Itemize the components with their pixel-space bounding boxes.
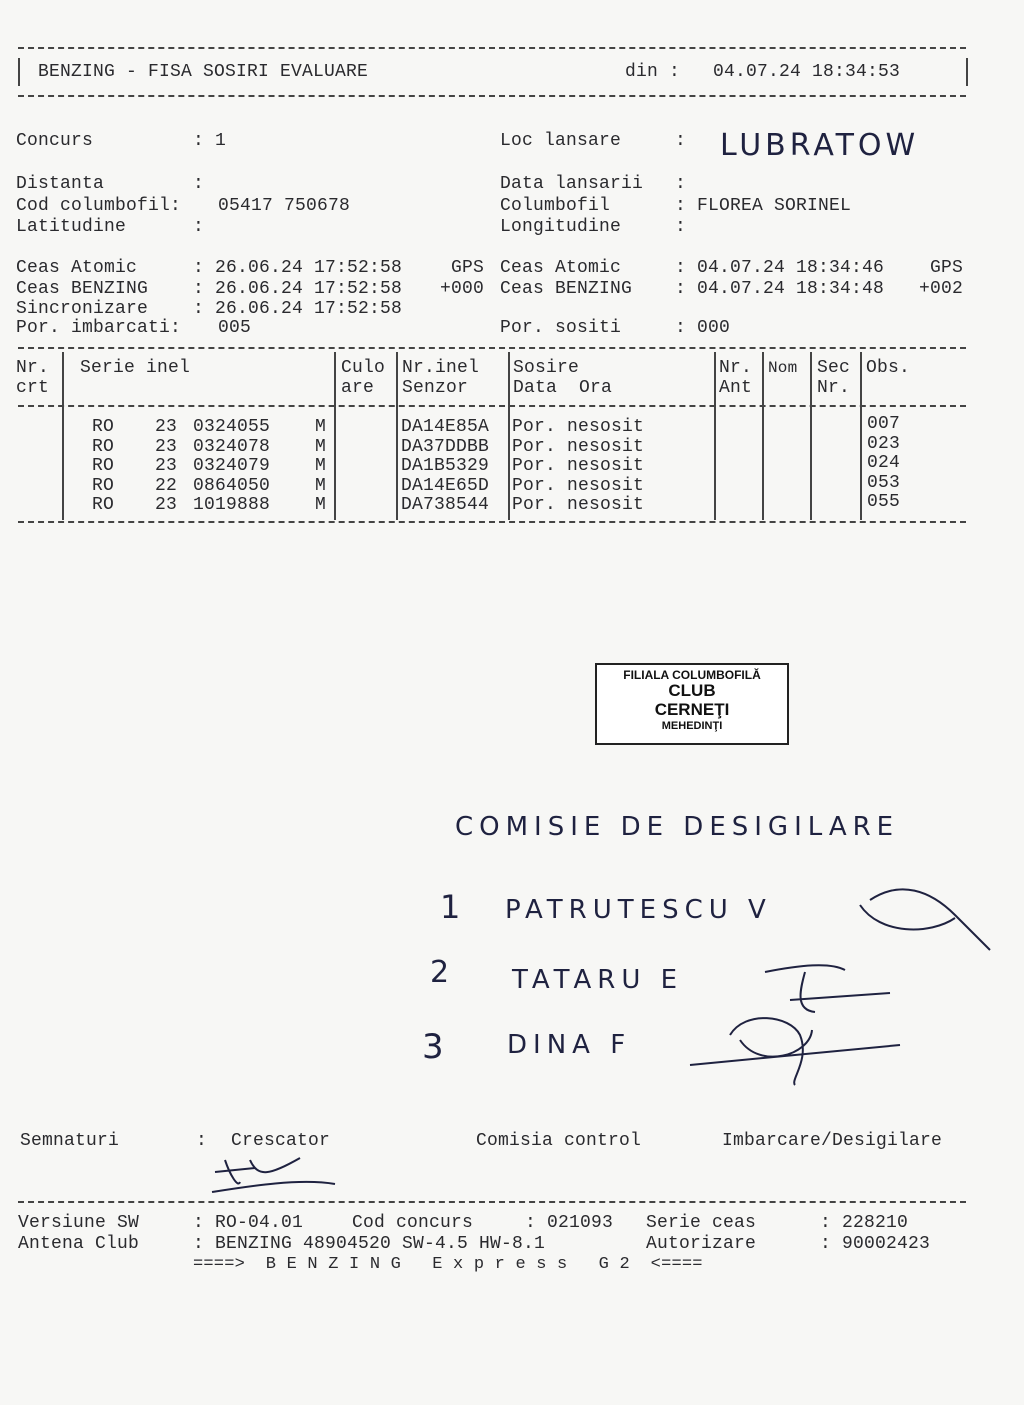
ceas-benzing-start-label: Ceas BENZING bbox=[16, 279, 149, 299]
row-arrival: Por. nesosit bbox=[512, 437, 645, 457]
versiune-value: : RO-04.01 bbox=[193, 1213, 304, 1233]
row-year: 22 bbox=[155, 476, 178, 496]
sincronizare-value: : 26.06.24 17:52:58 bbox=[193, 299, 403, 319]
antena-value: : BENZING 48904520 SW-4.5 HW-8.1 bbox=[193, 1234, 546, 1254]
semnaturi-sep: : bbox=[196, 1131, 208, 1151]
imbarcati-value: 005 bbox=[218, 318, 252, 338]
stamp-line-3: CERNEŢI bbox=[654, 699, 730, 719]
commission-title: COMISIE DE DESIGILARE bbox=[455, 812, 900, 842]
row-year: 23 bbox=[155, 417, 178, 437]
header-nr-inel-2: Senzor bbox=[402, 378, 469, 398]
commission-num-3: 3 bbox=[422, 1027, 450, 1067]
signature-member-3 bbox=[690, 1018, 900, 1085]
signature-member-1 bbox=[860, 889, 990, 950]
data-lansarii-label: Data lansarii bbox=[500, 174, 644, 194]
signature-crescator-label: Crescator bbox=[231, 1131, 331, 1151]
signature-comisia-label: Comisia control bbox=[476, 1131, 642, 1151]
row-country: RO bbox=[92, 417, 115, 437]
row-ring: 0324079 bbox=[193, 456, 271, 476]
row-ring: 0324055 bbox=[193, 417, 271, 437]
imbarcati-label: Por. imbarcati: bbox=[16, 318, 182, 338]
ceas-atomic-end-value: : 04.07.24 18:34:46 bbox=[675, 258, 885, 278]
row-sex: M bbox=[315, 476, 327, 496]
row-sensor: DA738544 bbox=[401, 495, 490, 515]
columbofil-label: Columbofil bbox=[500, 196, 611, 216]
row-country: RO bbox=[92, 476, 115, 496]
row-year: 23 bbox=[155, 495, 178, 515]
sositi-label: Por. sositi bbox=[500, 318, 622, 338]
sositi-value: : 000 bbox=[675, 318, 731, 338]
semnaturi-label: Semnaturi bbox=[20, 1131, 120, 1151]
row-arrival: Por. nesosit bbox=[512, 456, 645, 476]
cod-columbofil-value: 05417 750678 bbox=[218, 196, 351, 216]
loc-lansare-handwritten: LUBRATOW bbox=[720, 128, 920, 163]
ceas-benzing-start-value: : 26.06.24 17:52:58 bbox=[193, 279, 403, 299]
row-sex: M bbox=[315, 495, 327, 515]
commission-member-3: DINA F bbox=[507, 1030, 632, 1060]
row-obs: 007 bbox=[867, 414, 901, 434]
ceas-benzing-end-value: : 04.07.24 18:34:48 bbox=[675, 279, 885, 299]
benzing-banner: ====> B E N Z I N G E x p r e s s G 2 <==== bbox=[193, 1255, 703, 1274]
concurs-label: Concurs bbox=[16, 131, 94, 151]
header-culoare-2: are bbox=[341, 378, 375, 398]
footer-border bbox=[18, 1201, 966, 1203]
row-obs: 055 bbox=[867, 492, 901, 512]
ceas-atomic-end-label: Ceas Atomic bbox=[500, 258, 622, 278]
loc-lansare-sep: : bbox=[675, 131, 687, 151]
row-sensor: DA37DDBB bbox=[401, 437, 490, 457]
header-sec-2: Nr. bbox=[817, 378, 851, 398]
header-nr-inel-1: Nr.inel bbox=[402, 358, 480, 378]
cod-concurs-label: Cod concurs bbox=[352, 1213, 474, 1233]
autorizare-label: Autorizare bbox=[646, 1234, 757, 1254]
document-title: BENZING - FISA SOSIRI EVALUARE bbox=[38, 62, 369, 82]
header-nr-crt-2: crt bbox=[16, 378, 50, 398]
row-obs: 024 bbox=[867, 453, 901, 473]
row-obs: 023 bbox=[867, 434, 901, 454]
row-year: 23 bbox=[155, 437, 178, 457]
row-country: RO bbox=[92, 437, 115, 457]
sincronizare-label: Sincronizare bbox=[16, 299, 149, 319]
stamp-line-2: CLUB bbox=[668, 681, 716, 701]
ceas-benzing-start-extra: +000 bbox=[440, 279, 485, 299]
header-nr-ant-2: Ant bbox=[719, 378, 753, 398]
loc-lansare-label: Loc lansare bbox=[500, 131, 622, 151]
header-obs: Obs. bbox=[866, 358, 911, 378]
commission-member-1: PATRUTESCU V bbox=[505, 895, 772, 925]
antena-label: Antena Club bbox=[18, 1234, 140, 1254]
header-serie-inel: Serie inel bbox=[80, 358, 191, 378]
stamp-line-4: MEHEDINŢI bbox=[661, 719, 723, 732]
data-lansarii-value: : bbox=[675, 174, 687, 194]
ceas-atomic-start-label: Ceas Atomic bbox=[16, 258, 138, 278]
date-value: 04.07.24 18:34:53 bbox=[713, 62, 901, 82]
header-culoare-1: Culo bbox=[341, 358, 386, 378]
serie-ceas-value: : 228210 bbox=[820, 1213, 909, 1233]
row-arrival: Por. nesosit bbox=[512, 476, 645, 496]
row-sex: M bbox=[315, 437, 327, 457]
row-arrival: Por. nesosit bbox=[512, 495, 645, 515]
header-sec-1: Sec bbox=[817, 358, 851, 378]
row-country: RO bbox=[92, 456, 115, 476]
concurs-value: : 1 bbox=[193, 131, 227, 151]
versiune-label: Versiune SW bbox=[18, 1213, 140, 1233]
signature-imbarcare-label: Imbarcare/Desigilare bbox=[722, 1131, 943, 1151]
header-nr-ant-1: Nr. bbox=[719, 358, 753, 378]
cod-concurs-value: : 021093 bbox=[525, 1213, 614, 1233]
serie-ceas-label: Serie ceas bbox=[646, 1213, 757, 1233]
row-ring: 0864050 bbox=[193, 476, 271, 496]
row-sensor: DA14E85A bbox=[401, 417, 490, 437]
row-sex: M bbox=[315, 417, 327, 437]
longitudine-label: Longitudine bbox=[500, 217, 622, 237]
header-nom: Nom bbox=[768, 359, 798, 377]
header-nr-crt-1: Nr. bbox=[16, 358, 50, 378]
date-label: din : bbox=[625, 62, 681, 82]
row-arrival: Por. nesosit bbox=[512, 417, 645, 437]
signature-member-2 bbox=[765, 965, 890, 1012]
ceas-atomic-start-extra: GPS bbox=[451, 258, 485, 278]
signature-crescator bbox=[212, 1158, 335, 1192]
distanta-value: : bbox=[193, 174, 205, 194]
latitudine-value: : bbox=[193, 217, 205, 237]
row-ring: 0324078 bbox=[193, 437, 271, 457]
row-sensor: DA14E65D bbox=[401, 476, 490, 496]
latitudine-label: Latitudine bbox=[16, 217, 127, 237]
columbofil-value: : FLOREA SORINEL bbox=[675, 196, 852, 216]
row-country: RO bbox=[92, 495, 115, 515]
commission-member-2: TATARU E bbox=[512, 965, 684, 995]
header-sosire-2: Data Ora bbox=[513, 378, 613, 398]
row-year: 23 bbox=[155, 456, 178, 476]
row-sensor: DA1B5329 bbox=[401, 456, 490, 476]
cod-columbofil-label: Cod columbofil: bbox=[16, 196, 182, 216]
stamp-line-1: FILIALA COLUMBOFILĂ bbox=[623, 668, 761, 682]
header-sosire-1: Sosire bbox=[513, 358, 580, 378]
row-sex: M bbox=[315, 456, 327, 476]
row-obs: 053 bbox=[867, 473, 901, 493]
longitudine-value: : bbox=[675, 217, 687, 237]
ceas-atomic-end-extra: GPS bbox=[930, 258, 964, 278]
commission-num-2: 2 bbox=[430, 955, 456, 990]
ceas-atomic-start-value: : 26.06.24 17:52:58 bbox=[193, 258, 403, 278]
autorizare-value: : 90002423 bbox=[820, 1234, 931, 1254]
ceas-benzing-end-extra: +002 bbox=[919, 279, 964, 299]
distanta-label: Distanta bbox=[16, 174, 105, 194]
row-ring: 1019888 bbox=[193, 495, 271, 515]
commission-num-1: 1 bbox=[440, 888, 467, 926]
ceas-benzing-end-label: Ceas BENZING bbox=[500, 279, 633, 299]
